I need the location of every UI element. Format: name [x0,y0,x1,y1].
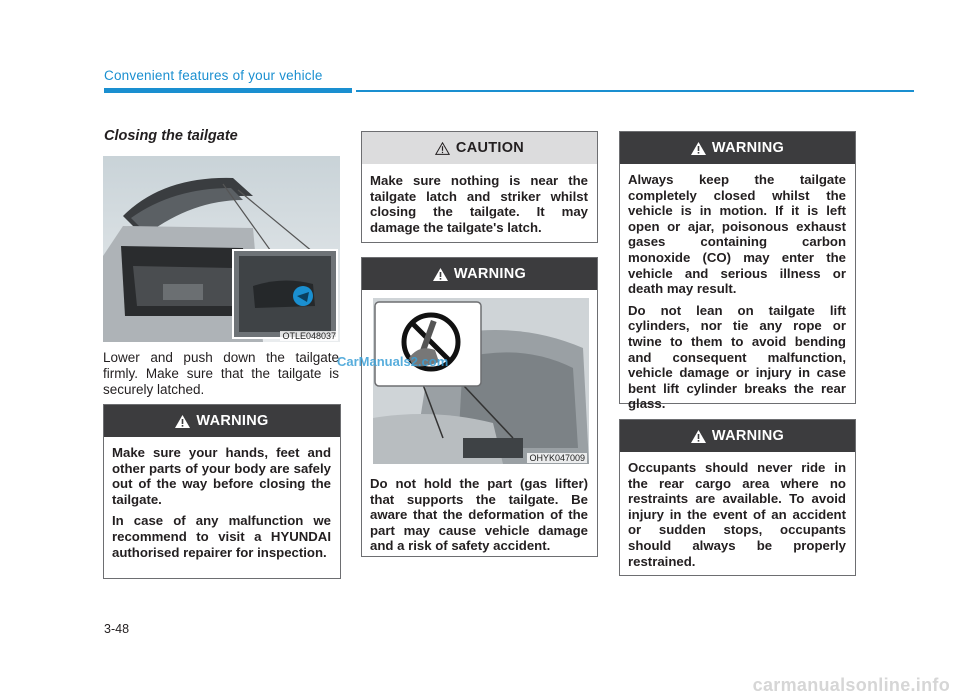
warning-header [620,132,855,164]
warning-paragraph: Always keep the tailgate completely closed whilst the vehicle is in motion. If it is left open or ajar, poisonous exhaust gases containing carbon monoxide (CO) may enter the vehicle and serious illness or death may result. [628,172,846,297]
warning-paragraph: Do not lean on tailgate lift cylinders, nor tie any rope or twine to them to avoid bending and consequent malfunction, vehicle damage or injury in case bent lift cylinder breaks the rear glass. [628,302,846,412]
caution-header [362,132,597,164]
warning-box-keep-closed [619,131,856,412]
warning-header [620,420,855,452]
warning-title: WARNING [711,428,785,444]
warning-header [104,405,340,437]
caution-paragraph: Make sure nothing is near the tailgate latch and striker whilst closing the tailgate. It may damage the tailgate's latch. [370,173,588,235]
warning-triangle-icon [433,268,448,281]
caution-box-latch [361,131,598,243]
warning-paragraph: Occupants should never ride in the rear cargo area where no restraints are available. To avoid injury in the event of an accident or sudden stops, occupants should always be properly restrained. [628,460,846,569]
warning-triangle-icon [691,430,706,443]
warning-body [620,164,855,412]
warning-box-cargo-area [619,419,856,576]
warning-body [620,452,855,569]
tailgate-closing-photo [103,156,340,342]
section-title: Closing the tailgate [104,128,238,144]
closing-instructions: Lower and push down the tailgate firmly. Make sure that the tailgate is securely latched. [103,350,339,397]
photo-code-label: OHYK047009 [529,453,585,463]
tailgate-closing-illustration [103,156,340,342]
warning-paragraph: In case of any malfunction we recommend to visit a HYUNDAI authorised repairer for inspection. [112,513,331,560]
footer-url: carmanualsonline.info [752,675,950,695]
warning-title: WARNING [453,266,527,282]
warning-body [104,437,340,560]
warning-box-hands [103,404,341,579]
warning-paragraph: Do not hold the part (gas lifter) that supports the tailgate. Be aware that the deformation of the part may cause vehicle damage and a risk of safety accident. [370,476,588,554]
gas-lifter-illustration [373,298,589,464]
header-rule-thick [104,88,352,93]
header-rule-thin [356,90,914,92]
caution-title: CAUTION [455,140,525,156]
warning-box-gas-lifter [361,257,598,557]
caution-triangle-icon [435,142,450,155]
watermark-text: CarManuals2.com [337,354,449,369]
warning-header [362,258,597,290]
warning-paragraph: Make sure your hands, feet and other parts of your body are safely out of the way before closing the tailgate. [112,445,331,507]
chapter-title: Convenient features of your vehicle [104,68,323,83]
page-number: 3-48 [104,622,130,636]
warning-triangle-icon [175,415,190,428]
warning-title: WARNING [196,413,269,429]
warning-body [362,468,597,560]
photo-code-label: OTLE048037 [282,331,336,341]
warning-triangle-icon [691,142,706,155]
warning-title: WARNING [711,140,785,156]
caution-body [362,164,597,235]
gas-lifter-photo [373,298,589,464]
